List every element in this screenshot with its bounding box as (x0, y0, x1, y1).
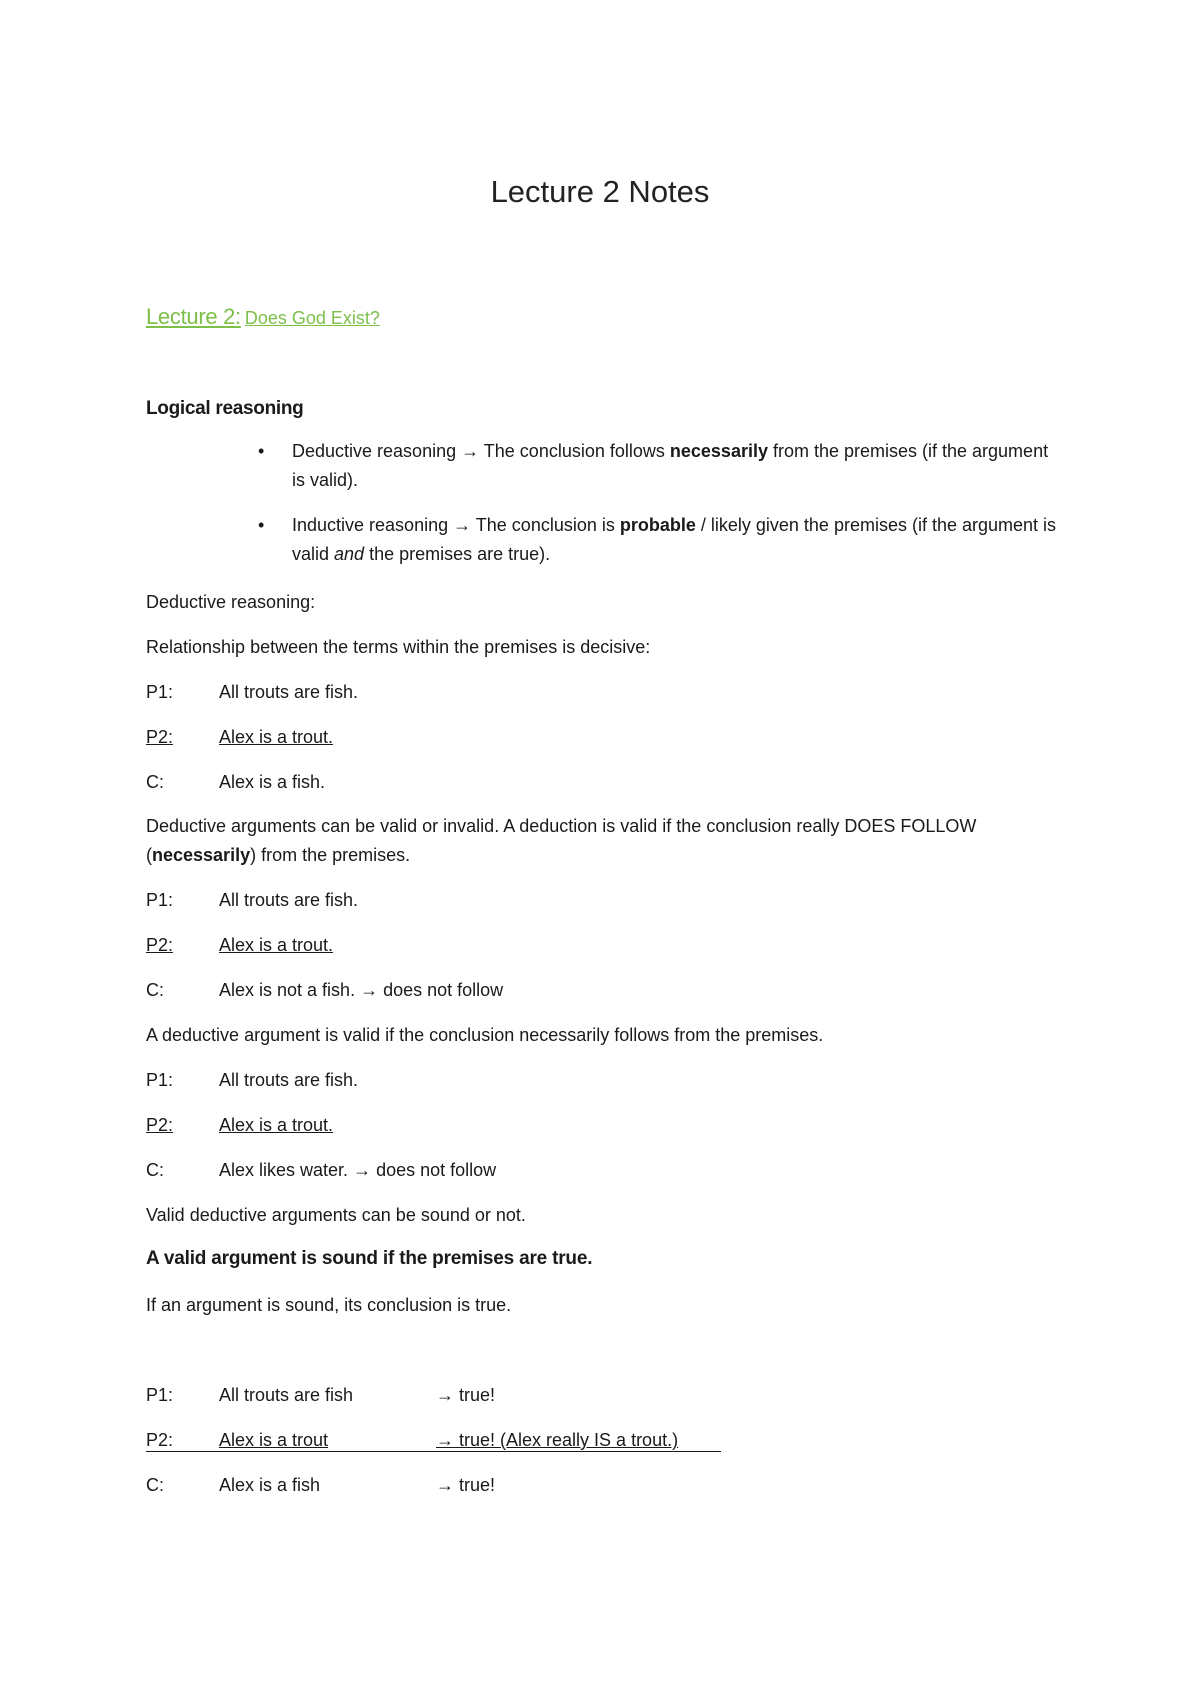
row-text: Alex likes water. (219, 1160, 354, 1180)
row-label: P2: (146, 1115, 174, 1135)
lecture-topic: Does God Exist? (244, 308, 380, 328)
arrow-icon: → (436, 1385, 454, 1405)
paragraph-text: ) from the premises. (250, 845, 411, 865)
row-text: All trouts are fish. (219, 682, 359, 702)
bullet-text: / likely given the premises (if the argument is valid (292, 515, 1057, 564)
bullet-dot: • (258, 441, 265, 461)
argument4-conclusion (146, 1471, 846, 1500)
paragraph-valid-invalid (146, 812, 1026, 870)
row-text: Alex is a trout. (219, 935, 334, 955)
argument3-premise1 (146, 1066, 358, 1095)
row-label: P1: (146, 1070, 174, 1090)
argument3-conclusion (146, 1156, 496, 1185)
arrow-icon: → (360, 980, 379, 1000)
paragraph-deductive: Deductive reasoning: (146, 592, 316, 612)
argument4-premise2 (146, 1426, 846, 1455)
paragraph-text: Deductive arguments can be valid or invalid. A deduction is valid if the conclusion really DOES FOLLOW ( (146, 816, 977, 865)
row-label: P2: (146, 935, 174, 955)
bullet-item-deductive (146, 437, 1066, 495)
row-label: P2: (146, 1430, 174, 1450)
bullet-dot: • (258, 515, 265, 535)
row-text: All trouts are fish. (219, 890, 359, 910)
paragraph-sound-or-not: Valid deductive arguments can be sound or not. (146, 1205, 526, 1225)
row-label: P2: (146, 727, 174, 747)
row-label: C: (146, 980, 164, 1000)
row-text: Alex is a fish (219, 1475, 321, 1495)
arrow-icon: → (353, 1160, 372, 1180)
row-verdict (436, 1381, 495, 1410)
row-label: P1: (146, 682, 174, 702)
bullet-text: the premises are true). (364, 544, 551, 564)
row-verdict (436, 1471, 495, 1500)
row-label: P1: (146, 890, 174, 910)
lecture-heading (146, 302, 380, 333)
paragraph-valid-definition: A deductive argument is valid if the conclusion necessarily follows from the premises. (146, 1025, 824, 1045)
bullet-emphasis: necessarily (669, 441, 768, 461)
argument1-premise2 (146, 723, 333, 752)
argument2-conclusion (146, 976, 503, 1005)
row-text: Alex is a trout. (219, 1115, 334, 1135)
argument1-premise1 (146, 678, 358, 707)
bullet-text: The conclusion follows (479, 441, 670, 461)
argument1-conclusion (146, 768, 325, 797)
row-label: C: (146, 1160, 164, 1180)
row-note: does not follow (378, 980, 504, 1000)
paragraph-relationship: Relationship between the terms within the premises is decisive: (146, 637, 651, 657)
row-note: true! (Alex really IS a trout.) (454, 1430, 679, 1450)
page-title: Lecture 2 Notes (490, 174, 710, 209)
underline-rule (146, 1451, 721, 1452)
bullet-text: from the premises (if the argument is valid). (292, 441, 1049, 490)
arrow-icon: → (436, 1475, 454, 1495)
paragraph-sound-true: If an argument is sound, its conclusion is true. (146, 1295, 512, 1315)
bullet-list (146, 437, 1066, 585)
bullet-italic: and (334, 544, 365, 564)
arrow-icon: → (461, 441, 480, 461)
paragraph-emphasis: necessarily (152, 845, 251, 865)
section-heading: Logical reasoning (146, 398, 304, 419)
bullet-item-inductive (146, 511, 1066, 569)
argument2-premise1 (146, 886, 358, 915)
paragraph-sound-definition: A valid argument is sound if the premises are true. (146, 1248, 593, 1269)
row-text: Alex is a trout (219, 1430, 329, 1450)
row-text: All trouts are fish (219, 1385, 354, 1405)
row-label: C: (146, 1475, 164, 1495)
arrow-icon: → (436, 1430, 454, 1450)
row-note: does not follow (371, 1160, 497, 1180)
row-note: true! (454, 1385, 496, 1405)
argument2-premise2 (146, 931, 333, 960)
argument3-premise2 (146, 1111, 333, 1140)
bullet-text: The conclusion is (471, 515, 620, 535)
row-text: All trouts are fish. (219, 1070, 359, 1090)
row-text: Alex is a trout. (219, 727, 334, 747)
row-label: P1: (146, 1385, 174, 1405)
bullet-text: Inductive reasoning (292, 515, 454, 535)
bullet-text: Deductive reasoning (292, 441, 462, 461)
bullet-emphasis: probable (619, 515, 696, 535)
lecture-label: Lecture 2: (146, 304, 241, 329)
row-text: Alex is a fish. (219, 772, 326, 792)
row-note: true! (454, 1475, 496, 1495)
arrow-icon: → (453, 515, 472, 535)
argument4-premise1 (146, 1381, 846, 1410)
row-label: C: (146, 772, 164, 792)
row-text: Alex is not a fish. (219, 980, 361, 1000)
